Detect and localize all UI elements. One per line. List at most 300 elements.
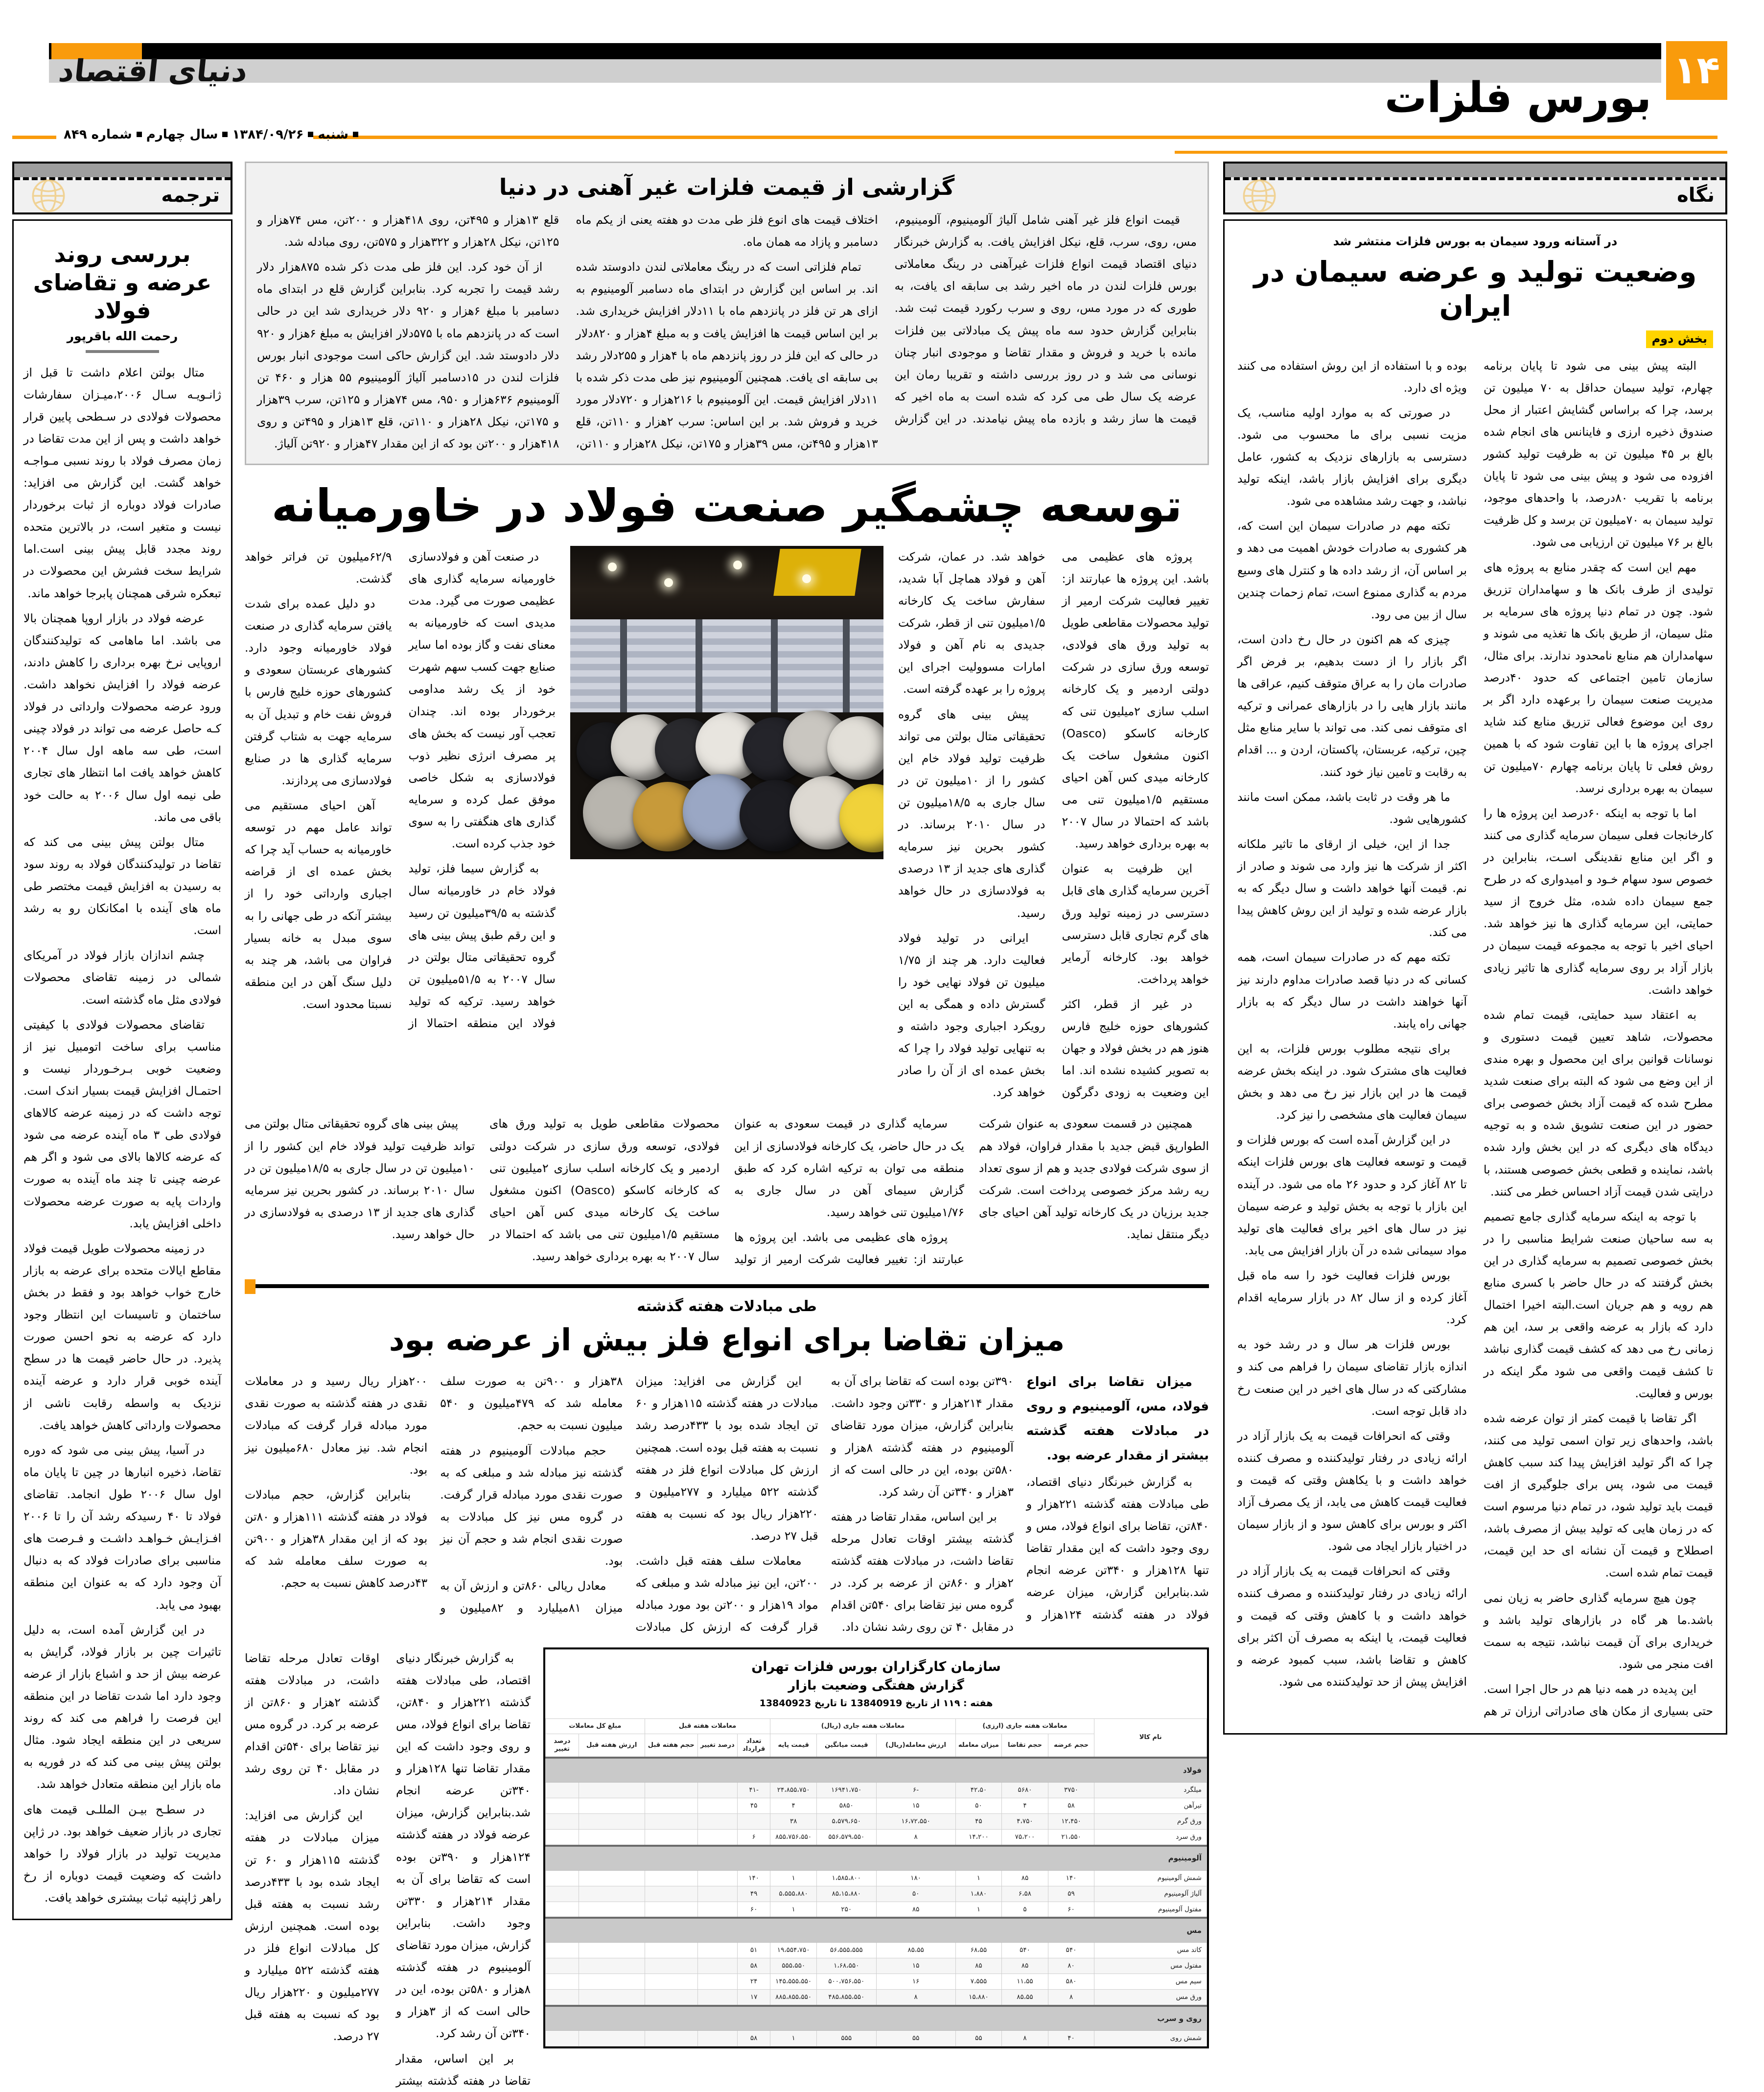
cell-value: ۵۸ [737, 2030, 770, 2046]
dateline-rule-right [313, 136, 1718, 139]
photo-crane [774, 549, 862, 596]
table-row [546, 1974, 1207, 1990]
th-col-11: درصد تغییر [546, 1734, 579, 1758]
cell-value: ۲۴،۸۵۵،۷۵۰ [770, 1783, 817, 1798]
table-row [546, 1829, 1207, 1845]
table-group-row [546, 1918, 1207, 1943]
paragraph: متال بولتن اعلام داشت تا قبل از ژانـویـه سـال ۲۰۰۶،میـزان سفارشات محصولات فولادی در سـطحی پایین قرار خواهد داشت و پس از این مدت تقاضا در زمان مصرف فولاد با روند نسبی مـواجـه خواهد گشت. این گزارش می افزاید: صادرات فولاد دوباره از ثبات برخوردار نیست و متغیر است، در بالاترین متحده روند مجدد قابل پیش بینی است.اما شرایط سخت فشرش این محصولات در تبعکره شرقی همچنان پابرجا خواهد ماند. [23, 365, 221, 600]
cell-value: ۶۰ [737, 1902, 770, 1918]
tarjome-byline: رحمت الله باقرپور [67, 329, 178, 343]
paragraph: اما با توجه به اینکه ۶۰درصد این پروژه ها را کارخانجات فعلی سیمان سرمایه گذاری می کنند و اگر این منابع نقدینگی اسـت، بنابراین در خصوص سود سهام خـود و امیدواری که در طرح جمع سیمان داده شده، مثل خروج از سید حمایتی، این سرمایه گذاری ها نیز خواهد شد. احیای اخیر با توجه به مجموعه قیمت سیمان در بازار آزاد بر روی سرمایه گذاری ها تاثیر زیادی خواهد داشت. [1484, 806, 1713, 997]
th-group-demand: معاملات هفته جاری (ریال) [770, 1718, 955, 1734]
cell-value: ۱ [770, 1870, 817, 1886]
table-group-row [546, 1758, 1207, 1783]
cell-value [737, 1814, 770, 1830]
paragraph: به گزارش سیما فلز، تولید فولاد خام در خاورمیانه سال گذشته به ۳۹/۵میلیون تن رسید و این رقم طبق پیش بینی های گروه تحقیقاتی متال بولتن در سال ۲۰۰۷ به ۵۱/۵میلیون تن خواهد رسید. ترکیه که تولید فولاد این منطقه احتمالا از ۶۲/۹میلیون تن فراتر خواهد گذشت. [245, 549, 556, 1031]
cell-value: ۸ [1002, 2030, 1048, 2046]
paragraph: این پدیده در همه دنیا هم در حال اجرا است. حتی بسیاری از مکان های صادراتی ارزان تر هم بوده و با استفاده از این روش استفاده می کنند ویژه ای دارد. [1237, 358, 1713, 1718]
cell-value: ۴،۷۵۰ [1002, 1814, 1048, 1830]
globe-icon [1240, 178, 1279, 213]
cell-value [579, 1902, 645, 1918]
photo-lamp [608, 563, 617, 571]
paragraph: بر این اساس، مقدار تقاضا در هفته گذشته بیشتر اوقات تعادل مرحله تقاضا داشت، در مبادلات هفته گذشته ۲هزار و ۸۶۰تن از عرضه بر کرد. در گروه مس نیز تقاضا برای ۵۴۰تن اقدام در مقابل ۴۰ تن روی رشد نشان داد. [831, 1509, 1014, 1634]
paragraph: در زمینه محصولات طویل قیمت فولاد مقاطع ایالات متحده برای عرضه به بازار خارج خواب خواهد بود و فقط در بخش ساختمان و تاسیسات این انتظار وجود دارد که عرضه به نحو احسن صورت پذیرد. در حال حاضر قیمت ها در سطح آینده خوبی قرار دارد و عرضه آینده نزدیک به واسطه رقابت ناشی از محصولات وارداتی کاهش خواهد یافت. [23, 1241, 221, 1432]
cell-value [645, 1990, 697, 2006]
paragraph: معادل ریالی ۸۶۰تن و ارزش آن به میزان ۸۱میلیارد و ۸۲میلیون و ۲۰۰هزار ریال رسید و در معاملات نقدی در هفته گذشته به صورت نقدی مورد مبادله قرار گرفت که مبادلات انجام شد. نیز معادل ۶۸۰میلیون نیز بود. [245, 1374, 623, 1615]
cell-value: ۱،۵۸۵،۸۰۰ [816, 1870, 876, 1886]
paragraph: حجم مبادلات آلومینیوم در هفته گذشته نیز مبادله شد و مبلغی که به صورت نقدی مورد مبادله قرار گرفت. در گروه مس نیز کل مبادلات به صورت نقدی انجام شد و حجم آن نیز بود. [440, 1443, 623, 1568]
cell-value: ۵،۵۷۹،۶۵۰ [816, 1814, 876, 1830]
section-tab-greybar [14, 164, 231, 177]
cell-value: ۵۸۰ [1048, 1974, 1094, 1990]
cell-value: ۸۵ [955, 1958, 1002, 1974]
cell-value: ۵۵۵،۵۵۰ [770, 1958, 817, 1974]
cell-value: ۱ [955, 1870, 1002, 1886]
th-col-3: میزان معامله [955, 1734, 1002, 1758]
cell-value: ۵۵۶،۵۷۹،۵۵۰ [816, 1829, 876, 1845]
cell-value [579, 1958, 645, 1974]
cell-value: ۴۵ [737, 1798, 770, 1814]
paragraph: بر این اساس، مقدار تقاضا در هفته گذشته بیشتر اوقات تعادل مرحله تقاضا داشت، در مبادلات هفته گذشته ۲هزار و ۸۶۰تن از عرضه بر کرد. در گروه مس نیز تقاضا برای ۵۴۰تن اقدام در مقابل ۴۰ تن روی رشد نشان داد. [245, 1651, 531, 2088]
dateline [64, 127, 363, 142]
cell-value: ۵۰ [955, 1798, 1002, 1814]
dateline-bullet-icon [222, 132, 228, 137]
globe-icon [29, 178, 68, 213]
cell-value: ۱۵ [876, 1958, 955, 1974]
page-columns [0, 162, 1764, 2090]
paragraph: در صنعت آهن و فولادسازی خاورمیانه سرمایه گذاری های عظیمی صورت می گیرد. مدت مدیدی است که خاورمیانه به معنای نفت و گاز بوده اما سایر صنایع جهت کسب سهم شهرت خود از یک رشد مداومی برخوردار بوده اند. چندان تعجب آور نیست که بخش های پر مصرف انرژی نظیر ذوب فولادسازی به شکل خاصی موفق عمل کرده و سرمایه گذاری های هنگفتی را به سوی خود جذب کرده است. [408, 549, 556, 851]
section-tab-label: نگاه [1677, 184, 1715, 207]
cell-value [697, 1990, 737, 2006]
table-group-label: مس [546, 1918, 1207, 1943]
feature-headline: توسعه چشمگیر صنعت فولاد در خاورمیانه [271, 480, 1183, 533]
paragraph: از آن خود کرد. این فلز طی مدت ذکر شده ۸۷۵هزار دلار رشد قیمت را تجربه کرد. بنابراین گزارش قلع در ابتدای ماه دسامبر با مبلغ ۶هزار و ۹۲۰ دلار خریداری شد این در حالی است که در پانزدهم ماه با ۵۷۵دلار افزایش به مبلغ ۶هزار و ۹۲۰ دلار دادوستد شد. این گزارش حاکی است موجودی انبار بورس فلزات لندن در ۱۵دسامبر آلیاژ آلومینیوم ۵۵ هزار و ۴۶۰ تن آلومینیوم ۶۳۶هزار و ۹۵۰، مس ۷۴هزار و ۱۲۵تن، سرب ۳۹هزار و ۱۷۵تن، نیکل ۲۸هزار و ۱۱۰تن، قلع ۱۳هزار و ۴۹۵تن و روی ۴۱۸هزار و ۲۰۰تن بود که از این مقدار ۴۷هزار و ۹۲۰تن آلیاژ. [257, 260, 559, 451]
market-table-body [546, 1758, 1207, 2046]
section-underline [1175, 151, 1727, 154]
paragraph: تکته مهم که در صادرات سیمان است، همه کسانی که در دنیا قصد صادرات مداوم دارند نیز آنها خواهند داشت در سال دیگر که به بازار جهانی راه یابند. [1237, 950, 1467, 1031]
cell-value [546, 1814, 579, 1830]
cell-value: ۵۶،۵۵۵،۵۵۵ [816, 1943, 876, 1958]
table-header-row-1 [546, 1718, 1207, 1734]
paragraph: سرمایه گذاری در قیمت سعودی به عنوان یک در حال حاضر، یک کارخانه فولادسازی از این منطقه می توان به ترکیه اشاره کرد که طبق گزارش سیمای آهن در سال جاری به ۱/۷۶میلیون تنی خواهد رسید. [734, 1117, 964, 1219]
th-col-4: ارزش معامله(ریال) [876, 1734, 955, 1758]
cell-value: ۱۵ [876, 1798, 955, 1814]
cell-value: ۶ [737, 1829, 770, 1845]
cell-value [579, 1974, 645, 1990]
paragraph: پیش بینی های گروه تحقیقاتی متال بولتن می تواند ظرفیت تولید فولاد خام این کشور را از ۱۰میلیون تن در سال جاری به ۱۸/۵میلیون تن در سال ۲۰۱۰ برساند. در کشور بحرین نیز سرمایه گذاری های جدید از ۱۳ درصدی به فولادسازی در حال خواهد رسید. [898, 707, 1045, 920]
paragraph: تمام فلزاتی است که در رینگ معاملاتی لندن دادوستد شده اند. بر اساس این گزارش در ابتدای ماه دسامبر آلومینیوم به ازای هر تن فلز در پانزدهم ماه با ۱۱دلار افزایش خریداری شد. بر این اساس قیمت ها افزایش یافت و به مبلغ ۴هزار و ۸۲۰دلار در حالی که این فلز در روز پانزدهم ماه با ۴هزار و ۲۵۵دلار رشد بی سابقه ای یافت. همچنین آلومینیوم نیز طی مدت ذکر شده با ۱۱دلار افزایش قیمت. این آلومینیوم با ۲۱۶هزار و ۷۲۰دلار مورد خرید و فروش شد. بر این اساس: سرب ۲هزار و ۱۱۰تن، قلع ۱۳هزار و ۴۹۵تن، مس ۳۹هزار و ۱۷۵تن، نیکل ۲۸هزار و ۱۱۰تن، قلع ۱۳هزار و ۴۹۵تن، روی ۴۱۸هزار و ۲۰۰تن، مس ۷۴هزار و ۱۲۵تن، نیکل ۲۸هزار و ۳۲۲هزار و ۵۷۵تن، روی مبادله شد. [257, 213, 878, 451]
cell-value: ۲۵۰ [816, 1902, 876, 1918]
cell-value: ۵۸ [1048, 1798, 1094, 1814]
cell-value [645, 1958, 697, 1974]
cell-value [645, 1798, 697, 1814]
column-left-tarjome [12, 162, 232, 1920]
cell-value: ۸۵۵،۷۵۶،۵۵۰ [770, 1829, 817, 1845]
negah-body [1237, 355, 1713, 1723]
dateline-issue: شماره ۸۴۹ [64, 127, 132, 142]
cell-name: ورق مس [1094, 1990, 1207, 2006]
nonferrous-report-box [245, 162, 1209, 465]
paragraph: جدا از این، خیلی از ارقای ما تاثیر ملکانه اکثر از شرکت ها نیز وارد می شوند و صادر از نم. قیمت آنها خواهد داشت و سال دیگر که به بازار عرضه شده و تولید از این روش کاهش پیدا می کند. [1237, 837, 1467, 940]
paragraph: مهم این است که چقدر منابع به پروژه های تولیدی از طرف بانک ها و سهامداران تزریق شود. چون در تمام دنیا پروژه های سرمایه بر مثل سیمان، از طریق بانک ها تغذیه می شوند و سهامداران هم منابع نامحدود ندارند. برای مثال، سازمان تامین اجتماعی که حدود ۴۰درصد مدیریت صنعت سیمان را برعهده دارد اگر بر روی این موضوع فعالی تزریق منابع کند شاید اجرای پروژه ها با این تفاوت شود که با همین روش فعلی تا پایان برنامه چهارم ۷۰میلیون تن سیمان به بهره برداری نرسد. [1484, 560, 1713, 795]
market-table-wrap [543, 1647, 1209, 2092]
table-group-label: روی و سرب [546, 2006, 1207, 2031]
table-row [546, 1783, 1207, 1798]
paragraph: ایرانی در تولید فولاد فعالیت دارد. هر چند از ۱/۷۵ میلیون تن فولاد نهایی خود را گسترش داده و همگی به این رویکرد اجباری وجود داشته و به تنهایی تولید فولاد را چرا که بخش عمده ای از آن را صادر خواهد کرد. [898, 931, 1045, 1100]
section-divider [245, 1282, 1209, 1289]
cell-value: ۵۴۰ [1002, 1943, 1048, 1958]
negah-badge-wrap [1237, 329, 1713, 355]
second-feature-kicker: طی مبادلات هفته گذشته [637, 1298, 817, 1316]
cell-value: ۱ [770, 1902, 817, 1918]
cell-value: -۴۱ [737, 1783, 770, 1798]
cell-value: ۸۵،۵۵ [1002, 1990, 1048, 2006]
cell-value [579, 1783, 645, 1798]
paragraph: در سطـح بیـن المللـی قیمت های تجاری در بازار ضعیف خواهد بود. در ژاپن مدیریت تولید در بازار فولاد را خواهد داشت که وضعیت قیمت دوباره از رخ راهر ژاپنیه ثبات بیشتری خواهد یافت. [23, 1802, 221, 1904]
cell-name: مفتول آلومینیوم [1094, 1902, 1207, 1918]
paragraph: بورس فلزات فعالیت خود را سه ماه قبل آغاز کرده و از سال ۸۲ در بازار سرمایه اقدام کرد. [1237, 1268, 1467, 1327]
negah-kicker: در آستانه ورود سیمان به بورس فلزات منتشر شد [1333, 235, 1618, 248]
cell-value: ۱۴۵،۵۵۵،۵۵۰ [770, 1974, 817, 1990]
cell-name: ورق گرم [1094, 1814, 1207, 1830]
cell-value [579, 1990, 645, 2006]
th-col-7: تعداد قرارداد [737, 1734, 770, 1758]
divider-line [245, 1284, 1209, 1288]
cell-value: ۱،۸۸۰ [955, 1886, 1002, 1902]
cell-value: ۱۲،۴۵۰ [1048, 1814, 1094, 1830]
cell-value: ۱۵،۸۸۰ [955, 1990, 1002, 2006]
cell-value [697, 1829, 737, 1845]
cell-name: شمش روی [1094, 2030, 1207, 2046]
section-tab-dashed-rule [1225, 177, 1725, 180]
paragraph: با توجه به اینکه سرمایه گذاری جامع تصمیم به سه ساحیان صنعت شرایط مناسبی را در بخش خصوصی تصمیم به سرمایه گذاری در این بخش گرفتند که در حال حاضر با کسری منابع هم رویه و هم جریان است.البته اخیرا اختمال دارد که بازار به عرضه واقعی بر سد، این هم زمانی رخ می دهد که کشف قیمت گذاری نباشد تا کشف قیمت واقعی می شود مگر اینکه در بورس و فعالیت. [1484, 1209, 1713, 1400]
th-group-total: مبلغ کل معاملات [546, 1718, 645, 1734]
cell-value: -۶ [876, 1783, 955, 1798]
feature-text-right [245, 546, 556, 1034]
table-row [546, 1902, 1207, 1918]
cell-value [645, 1870, 697, 1886]
cell-value [645, 1886, 697, 1902]
cell-value: ۱ [955, 1902, 1002, 1918]
paragraph: تکته مهم در صادرات سیمان این است که، هر کشوری به صادرات خودش اهمیت می دهد و بر اساس آن، از رشد داده ها و کنترل های وسیع مردم به گذاری ممنوع است، تمام زحمات چندین سال از بین می رود. [1237, 519, 1467, 621]
cell-value: ۱۶،۷۲،۵۵۰ [876, 1814, 955, 1830]
dateline-bar [0, 122, 1764, 152]
paragraph: پروژه های عظیمی می باشد. این پروژه ها عبارتند از: تغییر فعالیت شرکت ارمیر از تولید محصولات مقاطعی طویل به تولید ورق های فولادی، توسعه ورق سازی در شرکت دولتی اردمیر و یک کارخانه اسلب سازی ۲میلیون تنی که کارخانه کاسکو (Oasco) اکنون مشغول ساخت یک کارخانه میدی کس آهن احیای مستقیم ۱/۵میلیون تنی می باشد که احتمالا در سال ۲۰۰۷ به بهره برداری خواهد رسید. [489, 1117, 964, 1267]
cell-value [697, 1974, 737, 1990]
cell-value: ۸۵ [1002, 1870, 1048, 1886]
table-row [546, 1990, 1207, 2006]
byline-rule [86, 350, 159, 353]
section-tab-negah [1223, 162, 1727, 214]
th-name: نام کالا [1094, 1718, 1207, 1758]
cell-value [645, 1943, 697, 1958]
cell-value [546, 1974, 579, 1990]
cell-value [546, 1902, 579, 1918]
cell-value: ۵ [1002, 1902, 1048, 1918]
nonferrous-report-title: گزارشی از قیمت فلزات غیر آهنی در دنیا [499, 174, 955, 200]
table-group-label: فولاد [546, 1758, 1207, 1783]
th-col-8: درصد تغییر [697, 1734, 737, 1758]
cell-name: سیم مس [1094, 1974, 1207, 1990]
cell-value: ۸۵،۵۵ [876, 1943, 955, 1958]
tarjome-article-box [12, 219, 232, 1920]
nonferrous-report-body [257, 209, 1197, 455]
cell-value [579, 1886, 645, 1902]
paragraph: این گزارش می افزاید: میزان مبادلات در هفته گذشته ۱۱۵هزار و ۶۰ تن ایجاد شده بود با ۴۳۳درصد رشد نسبت به هفته قبل بوده است. همچنین ارزش کل مبادلات انواع فلز در هفته گذشته ۵۲۲ میلیارد و ۲۷۷میلیون و ۲۲۰هزار ریال بود که نسبت به هفته قبل ۲۷ درصد. [245, 1809, 379, 2044]
paragraph: به گزارش خبرنگار دنیای اقتصاد، طی مبادلات هفته گذشته ۲۲۱هزار و ۸۴۰تن، تقاضا برای انواع فولاد، مس و روی وجود داشت که این مقدار تقاضا تنها ۱۲۸هزار و ۳۴۰تن عرضه انجام شد.بنابراین گزارش، میزان عرضه فولاد در هفته گذشته ۱۲۴هزار و ۳۹۰تن بوده است که تقاضا برای آن به مقدار ۲۱۴هزار و ۳۳۰تن وجود داشت. بنابراین گزارش، میزان مورد تقاضای آلومینیوم در هفته گذشته ۸هزار و ۵۸۰تن بوده، این در حالی است که از ۳هزار و ۳۴۰تن آن رشد کرد. [831, 1374, 1209, 1622]
cell-value [697, 2030, 737, 2046]
feature-body-left [898, 546, 1209, 1105]
cell-value: ۸۵ [876, 1902, 955, 1918]
cell-value: ۳۷۵۰ [1048, 1783, 1094, 1798]
photo-lamp [733, 561, 742, 569]
paragraph: بورس فلزات هر سال و در رشد خود به اندازه بازار تقاضای سیمان را فراهم می کند و مشارکتی که در سال های اخیر در این صنعت رخ داد قابل توجه است. [1237, 1338, 1467, 1418]
page-number-badge: ۱۴ [1666, 41, 1727, 100]
cell-value: ۵،۵۵۵،۸۸۰ [770, 1886, 817, 1902]
cell-value: ۱۶ [876, 1974, 955, 1990]
cell-value: ۸ [1048, 1990, 1094, 2006]
feature-text-left [898, 546, 1209, 1105]
cell-value: ۶۸،۵۵ [955, 1943, 1002, 1958]
cell-value: ۸۵،۱۵،۸۸۰ [816, 1886, 876, 1902]
table-row [546, 1886, 1207, 1902]
photo-lamp [802, 574, 811, 583]
feature-body-right [245, 546, 556, 1034]
cell-value [697, 1902, 737, 1918]
cell-value [546, 2030, 579, 2046]
paragraph: دو دلیل عمده برای شدت یافتن سرمایه گذاری در صنعت فولاد خاورمیانه وجود دارد. کشورهای عربستان سعودی و کشورهای حوزه خلیج فارس با فروش نفت خام و تبدیل آن به سرمایه جهت به شتاب گرفتن سرمایه گذاری ها در صنایع فولادسازی می پردازند. [245, 596, 392, 787]
paragraph: همچنین در قسمت سعودی به عنوان شرکت الطوارپق قبض جدید با مقدار فراوان، فولاد هم از سوی شرکت فولادی جدید و هم از سوی تعداد ریه رشد مرکز خصوصی پرداخت است. شرکت جدید برزیان در یک کارخانه تولید آهن احیای جای دیگر منتقل نماید. [979, 1117, 1209, 1242]
th-col-6: قیمت پایه [770, 1734, 817, 1758]
cell-value: ۱۸۰ [876, 1870, 955, 1886]
paragraph: عرضه فولاد در بازار اروپا همچنان بالا می باشد. اما ماهامی که تولیدکنندگان اروپایی نرخ بهره برداری را کاهش دادند، عرضه فولاد را افزایش نخواهد داشت. ورود عرضه محصولات وارداتی در فولاد کـه حاصل عرضه می تواند در فولاد چینی است، طی سه ماهه اول سال ۲۰۰۴ کاهش خواهد یافت اما انتظار های تجاری طی نیمه اول سال ۲۰۰۶ به حالت خود باقی می ماند. [23, 611, 221, 824]
table-date-range: هفته : ۱۱۹ از تاریخ 13840919 تا تاریخ 13840923 [759, 1697, 993, 1709]
table-row [546, 1814, 1207, 1830]
cell-value [546, 1958, 579, 1974]
tarjome-headline: بررسی روند عرضه و تقاضای فولاد [33, 241, 212, 324]
feature-photo-col [570, 546, 883, 859]
paragraph: اگر تقاضا با قیمت کمتر از توان عرضه شده باشد، واحدهای زیر توان اسمی تولید می کنند، چرا که اگر تولید افزایش پیدا کند سبب کاهش قیمت می شود، پس برای جلوگیری از افت قیمت باید تولید شود، در تمام دنیا مرسوم است که در زمان هایی که تولید بیش از مصرف باشد، اصطلاح و قیمت آن نشانه ای حد این قیمت، قیمت تمام شده است. [1484, 1411, 1713, 1580]
paragraph: آهن احیای مستقیم می تواند عامل مهم در توسعه خاورمیانه به حساب آید چرا که بخش عمده ای از قراضه اجباری وارداتی خود را از بیشتر آنکه در طی جهانی را به سوی مبدل به خانه بسیار فراوان می باشد، هر چند به دلیل سنگ آهن در این منطقه نسبتا محدود است. [245, 798, 392, 1011]
cell-value [697, 1870, 737, 1886]
dateline-bullet-icon [137, 132, 142, 137]
paragraph: به اعتقاد سید حمایتی، قیمت تمام شده محصولات، شاهد تعیین قیمت دستوری و نوسانات قوانین برای این محصول و بهره مندی از این وضع می شود که البته برای صنعت شدید مطرح شده که قیمت آزاد بخش خصوصی برای حضور در این صنعت تشویق شده و به توجیه دیدگاه های دیگری که در این بخش وارد شده باشد، نماینده و قطعی بخش خصوصی هستند، با درایتی شدن قیمت آزاد احساس خطر می کنند. [1484, 1008, 1713, 1199]
cell-value [697, 1783, 737, 1798]
paragraph: پروژه های عظیمی می باشد. این پروژه ها عبارتند از: تغییر فعالیت شرکت ارمیر از تولید محصولات مقاطعی طویل به تولید ورق های فولادی، توسعه ورق سازی در شرکت دولتی اردمیر و یک کارخانه اسلب سازی ۲میلیون تنی که کارخانه کاسکو (Oasco) اکنون مشغول ساخت یک کارخانه میدی کس آهن احیای مستقیم ۱/۵میلیون تنی می باشد که احتمالا در سال ۲۰۰۷ به بهره برداری خواهد رسید. [1062, 549, 1209, 851]
paragraph: البته پیش بینی می شود تا پایان برنامه چهارم، تولید سیمان حداقل به ۷۰ میلیون تن برسد، چرا که براساس گشایش اعتبار از محل صندوق ذخیره ارزی و فاینانس های انجام شده بالغ بر ۴۵ میلیون تن به ظرفیت تولید کشور افزوده می شود و پیش بینی می شود تا پایان برنامه با تقریب ۸۰درصد، با واحدهای موجود، تولید سیمان به ۷۰میلیون تن برسد و کل ظرفیت بالغ بر ۷۶ میلیون تن ارزیابی می شود. [1484, 358, 1713, 549]
paragraph: در صورتی که به موارد اولیه مناسب، یک مزیت نسبی برای ما محسوب می شود. دسترسی به بازارهای نزدیک به کشور، عامل دیگری برای افزایش بازار باشد، اینکه تولید نباشد، و جهت رشد مشاهده می شود. [1237, 405, 1467, 508]
th-col-9: حجم هفته قبل [645, 1734, 697, 1758]
masthead-black-bar [49, 43, 1661, 59]
cell-value: ۵۵۵ [816, 2030, 876, 2046]
cell-value: ۴۲،۵۰ [955, 1783, 1002, 1798]
paragraph: قیمت انواع فلز غیر آهنی شامل آلیاژ آلومینیوم، آلومینیوم، مس، روی، سرب، قلع، نیکل افزایش یافت. به گزارش خبرنگار دنیای اقتصاد قیمت انواع فلزات غیرآهنی در رینگ معاملاتی بورس فلزات لندن در ماه اخیر رشد بی سابقه ای یافت، به طوری که در مورد مس، روی و سرب رکورد قیمت ثبت شد. بنابراین گزارش حدود سه ماه پیش یک مبادلاتی بین فلزات مانده با خرید و فروش و مقدار تقاضا و موجودی انبار چنان نوسانی می شد و در روز بررسی داشته و تقریبا رمان این عرضه یک سال طی می کرد که شده است به ماه اخیر که قیمت ها ساز رشد و بازده ماه پیش نیامدند. در این گزارش اختلاف قیمت های انوع فلز طی مدت دو هفته یعنی از یکم ماه دسامبر و پازاد مه همان ماه. [576, 213, 1197, 425]
column-right-negah [1223, 162, 1727, 1735]
cell-value [579, 1798, 645, 1814]
th-col-5: قیمت میانگین [816, 1734, 876, 1758]
cell-value: ۴۰ [1048, 2030, 1094, 2046]
cell-value: ۵۵ [876, 2030, 955, 2046]
dateline-rule-left [12, 136, 56, 139]
cell-name: میلگرد [1094, 1783, 1207, 1798]
paragraph: متال بولتن پیش بینی می کند که تقاضا در تولیدکنندگان فولاد به روند سود به رسیدن به افزایش قیمت مختصر طی ماه های آینده با امکانکان رو به رشد است. [23, 835, 221, 938]
paragraph: چون هیچ سرمایه گذاری حاضر به زیان نمی باشد.ما هر گاه در بازارهای تولید باشد و خریداری برای آن قیمت نباشد، نتیجه به سمت افت منجر می شود. [1484, 1591, 1713, 1671]
cell-value: ۴ [770, 1798, 817, 1814]
cell-value: ۱۴۰ [737, 1870, 770, 1886]
cell-value: ۳۸ [770, 1814, 817, 1830]
cell-value [579, 1943, 645, 1958]
cell-value [579, 1829, 645, 1845]
cell-name: ورق سرد [1094, 1829, 1207, 1845]
paragraph: این ظرفیت به عنوان آخرین سرمایه گذاری های قابل دسترسی در زمینه تولید ورق های گرم تجاری قابل دسترسی خواهد بود. کارخانه آرمایر خواهد پرداخت. [1062, 862, 1209, 986]
cell-value: ۶۰ [1048, 1902, 1094, 1918]
cell-value [697, 1958, 737, 1974]
paragraph: این گزارش می افزاید: میزان مبادلات در هفته گذشته ۱۱۵هزار و ۶۰ تن ایجاد شده بود با ۴۳۳درصد رشد نسبت به هفته قبل بوده است. همچنین ارزش کل مبادلات انواع فلز در هفته گذشته ۵۲۲ میلیارد و ۲۷۷میلیون و ۲۲۰هزار ریال بود که نسبت به هفته قبل ۲۷ درصد. [635, 1374, 818, 1543]
cell-value: ۱۶۹۴۱،۷۵۰ [816, 1783, 876, 1798]
negah-headline: وضعیت تولید و عرضه سیمان در ایران [1253, 255, 1697, 323]
cell-value: ۵۸۵۰ [816, 1798, 876, 1814]
table-org-title: سازمان کارگزاران بورس فلزات تهران [751, 1659, 1001, 1674]
cell-value: ۱۹،۵۵۴،۷۵۰ [770, 1943, 817, 1958]
cell-name: تیرآهن [1094, 1798, 1207, 1814]
table-row [546, 1958, 1207, 1974]
publication-logo: دنیای اقتصاد [57, 53, 250, 89]
cell-value: ۱،۶۸،۵۵۰ [816, 1958, 876, 1974]
th-col-2: حجم تقاضا [1002, 1734, 1048, 1758]
cell-value: ۴ [1002, 1798, 1048, 1814]
tarjome-body [23, 362, 221, 1909]
table-side-text [245, 1647, 531, 2092]
table-group-label: آلومینیوم [546, 1846, 1207, 1871]
photo-lamp [664, 578, 673, 587]
cell-value: ۸ [876, 1829, 955, 1845]
cell-value: ۱۴۰ [1048, 1870, 1094, 1886]
feature-body-continued [245, 1113, 1209, 1270]
cell-value: ۸۵ [1002, 1958, 1048, 1974]
th-col-10: ارزش هفته قبل [579, 1734, 645, 1758]
paragraph: در آسیا، پیش بینی می شود که دوره تقاضا، ذخیره انبارها در چین تا پایان ماه اول سال ۲۰۰۶ طول انجامد. تقاضای فولاد تا ۴۰ رسیدکه رشد آن را تا ۲۰۰۶ افـزایـش خـواهـد داشـت و فـرصت های مناسبی برای صادرات فولاد که به دنبال آن وجود دارد که به عنوان این منطقه بهبود می یابد. [23, 1443, 222, 1612]
cell-value: ۵۸ [737, 1958, 770, 1974]
cell-value: ۵۵ [955, 2030, 1002, 2046]
cell-value: ۱۷ [737, 1990, 770, 2006]
paragraph: میزان تقاضا برای انواع فولاد، مس، آلومینیوم و روی در مبادلات هفته گذشته بیشتر از مقدار عرضه بود. [1026, 1375, 1209, 1463]
dateline-year: سال چهارم [146, 127, 218, 142]
cell-value [697, 1886, 737, 1902]
section-title: بورس فلزات [1384, 73, 1651, 122]
cell-value [546, 1829, 579, 1845]
cell-value [645, 1829, 697, 1845]
paragraph: ما هر وقت در ثابت باشد، ممکن است مانند کشورهایی شود. [1237, 790, 1467, 826]
cell-value: ۶،۵۸ [1002, 1886, 1048, 1902]
cell-value: ۴۵ [955, 1814, 1002, 1830]
table-report-title: گزارش هفتگی وضعیت بازار [788, 1678, 964, 1693]
paragraph: چیزی که هم اکنون در حال رخ دادن است، اگر بازار را از دست بدهیم، بر فرض اگر صادرات مان را به عراق متوقف کنیم، عراقی ها مانند بازار هایی را در بازارهای عمرانی و ترکیه ای متوقف نمی کند. می تواند با سایر منابع مثل چین، ترکیه، عربستان، پاکستان، اردن و ... اقدام به رقابت و تامین نیاز خود کنند. [1237, 632, 1467, 779]
cell-value [645, 1783, 697, 1798]
divider-orange-tick [245, 1279, 255, 1294]
th-col-1: حجم عرضه [1048, 1734, 1094, 1758]
paragraph: پیش بینی های گروه تحقیقاتی متال بولتن می تواند ظرفیت تولید فولاد خام این کشور را از ۱۰میلیون تن در سال جاری به ۱۸/۵میلیون تن در سال ۲۰۱۰ برساند. در کشور بحرین نیز سرمایه گذاری های جدید از ۱۳ درصدی به فولادسازی در حال خواهد رسید. [245, 1117, 475, 1242]
negah-article-box [1223, 219, 1727, 1735]
cell-value [546, 1798, 579, 1814]
cell-value: ۵۹ [1048, 1886, 1094, 1902]
cell-value [546, 1886, 579, 1902]
cell-value: ۸۰ [1048, 1958, 1094, 1974]
table-and-text [245, 1647, 1209, 2092]
cell-value [546, 1990, 579, 2006]
cell-value [579, 1814, 645, 1830]
cell-name: کاتد مس [1094, 1943, 1207, 1958]
cell-value [697, 1943, 737, 1958]
cell-value: ۵۰۰،۷۵۶،۵۵۰ [816, 1974, 876, 1990]
table-side-body [245, 1647, 531, 2092]
table-row [546, 1870, 1207, 1886]
paragraph: چشم اندازان بازار فولاد در آمریکای شمالی در زمینه تقاضای محصولات فولادی مثل ماه گذشته است. [23, 948, 221, 1007]
cell-value: ۴۹ [737, 1886, 770, 1902]
cell-value: ۱ [770, 2030, 817, 2046]
cell-value [546, 1870, 579, 1886]
cell-value: ۱۴،۲۰۰ [955, 1829, 1002, 1845]
market-table-head [545, 1649, 1207, 1718]
market-table [545, 1718, 1207, 2046]
table-row [546, 2030, 1207, 2046]
cell-name: آلیاژ آلومینیوم [1094, 1886, 1207, 1902]
cell-value [645, 1974, 697, 1990]
cell-value: ۱۱،۵۵ [1002, 1974, 1048, 1990]
cell-value: ۲۱،۵۵۰ [1048, 1829, 1094, 1845]
masthead [0, 0, 1764, 122]
cell-value [645, 1814, 697, 1830]
feature-body-wrap [245, 546, 1209, 1271]
part-badge: بخش دوم [1646, 330, 1713, 348]
dateline-bullet-icon [353, 132, 358, 137]
cell-value [645, 1902, 697, 1918]
table-group-row [546, 1846, 1207, 1871]
cell-name: مفتول مس [1094, 1958, 1207, 1974]
second-feature-headline: میزان تقاضا برای انواع فلز بیش از عرضه بود [389, 1322, 1065, 1358]
paragraph: به گزارش خبرنگار دنیای اقتصاد، طی مبادلات هفته گذشته ۲۲۱هزار و ۸۴۰تن، تقاضا برای انواع فولاد، مس و روی وجود داشت که این مقدار تقاضا تنها ۱۲۸هزار و ۳۴۰تن عرضه انجام شد.بنابراین گزارش، میزان عرضه فولاد در هفته گذشته ۱۲۴هزار و ۳۹۰تن بوده است که تقاضا برای آن به مقدار ۲۱۴هزار و ۳۳۰تن وجود داشت. بنابراین گزارش، میزان مورد تقاضای آلومینیوم در هفته گذشته ۸هزار و ۵۸۰تن بوده، این در حالی است که از ۳هزار و ۳۴۰تن آن رشد کرد. [396, 1651, 531, 2041]
column-center [245, 162, 1209, 2092]
section-tab-label: ترجمه [161, 184, 220, 207]
paragraph: بنابراین گزارش، حجم مبادلات فولاد در هفته گذشته ۱۱۱هزار و ۸۰تن بود که از این مقدار ۳۸هزار و ۹۰۰تن به صورت سلف معامله شد که ۴۳درصد کاهش نسبت به حجم. [245, 1487, 428, 1590]
section-tab-greybar [1225, 164, 1725, 177]
th-group-prev: معاملات هفته قبل [645, 1718, 770, 1734]
cell-value: ۵۰ [876, 1886, 955, 1902]
cell-value: ۲۴ [737, 1974, 770, 1990]
table-row [546, 1943, 1207, 1958]
cell-value [579, 1870, 645, 1886]
cell-value: ۵۱ [737, 1943, 770, 1958]
paragraph: تقاضای محصولات فولادی با کیفیتی مناسب برای ساخت اتومبیل نیز از وضعیت خوبی بـرخـوردار نیست و احتمـال افزایش قیمت بسیار اندک است. توجه داشت که در زمینه عرضه کالاهای فولادی طی ۳ ماه آینده عرضه می شود که عرضه کالاها بالای می شود و اگر هم عرضه چینی تا چند ماه آینده به صورت واردات پایه به صورت عرضه محصولات داخلی افزایش یابد. [23, 1017, 222, 1230]
paragraph: در این گزارش آمده است، به دلیل تاثیرات چین بر بازار فولاد، گرایش به عرضه بیش از حد و اشباع بازار از عرضه وجود دارد اما شدت تقاضا در این منطقه این فرصت را فراهم می کند که روند سریعی در این منطقه ایجاد شود. مثال بولتن پیش بینی می کند که در فوریه به ماه بازار این منطقه متعادل خواهد شد. [23, 1622, 221, 1791]
cell-value: ۵۴۰ [1048, 1943, 1094, 1958]
paragraph: در این گزارش آمده است که بورس فلزات و قیمت و توسعه فعالیت های بورس فلزات اینکه تا ۸۲ آغاز کرد و حدود ۲۶ ماه می شود. در آینده این بازار با توجه به بخش تولید و عرضه سیمان نیز در سال های اخیر برای فعالیت های تولید مواد سیمانی شده در آن بازار افزایش می یابد. [1237, 1133, 1467, 1257]
cell-value [645, 2030, 697, 2046]
feature-grid [245, 546, 1209, 1105]
paragraph: وقتی که انحرافات قیمت به یک بازار آزاد در ارائه زیادی در رفتار تولیدکننده و مصرف کننده خواهد داشت و با کاهش وقتی که قیمت و فعالیت قیمت، یا اینکه به مصرف آن اکثر برای کاهش و تقاضا باشد، سبب کمبود عرضه و افزایش پیش از حد تولیدکننده می شود. [1237, 1564, 1467, 1689]
table-group-row [546, 2006, 1207, 2031]
cell-value [546, 1783, 579, 1798]
cell-value: ۷،۵۵۵ [955, 1974, 1002, 1990]
cell-value: ۸۸۵،۸۵۵،۵۵۰ [770, 1990, 817, 2006]
table-row [546, 1798, 1207, 1814]
dateline-bullet-icon [308, 132, 313, 137]
market-table-header [546, 1718, 1207, 1758]
paragraph: وقتی که انحرافات قیمت به یک بازار آزاد در ارائه زیادی در رفتار تولیدکننده و مصرف کننده خواهد داشت و با یکاهش وقتی که قیمت و فعالیت قیمت کاهش می یابد، از یک مصرف آزاد اکثر و بورس برای کاهش سود و از بازار سیمان در اختیار بازار ایجاد می شود. [1237, 1429, 1467, 1553]
cell-value [697, 1798, 737, 1814]
feature-photo [570, 546, 883, 859]
dateline-date: ۱۳۸۴/۰۹/۲۶ [232, 127, 304, 142]
cell-value: ۸ [876, 1990, 955, 2006]
